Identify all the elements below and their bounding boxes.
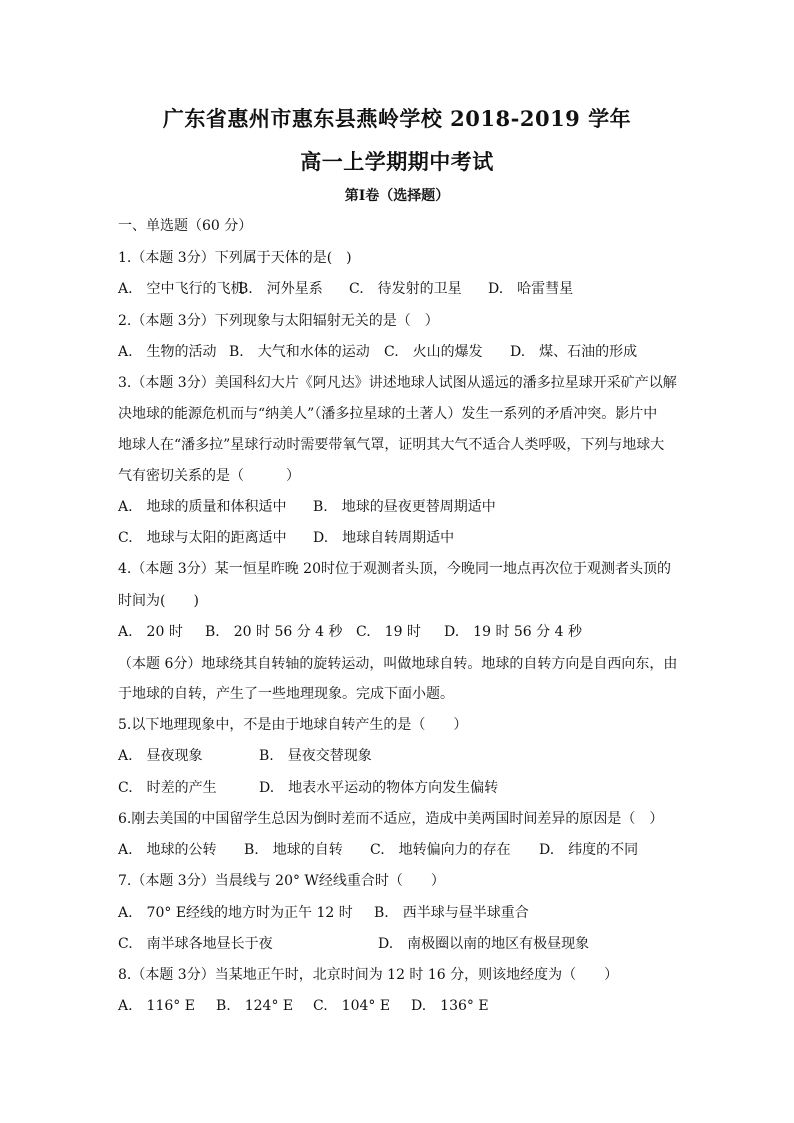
option: C. 时差的产生 [118,780,217,796]
question-options [118,747,372,765]
question-stem: 8.（本题 3分）当某地正午时，北京时间为 12 时 16 分，则该地经度为（ ） [118,967,619,983]
option: A. 昼夜现象 [118,748,203,764]
option: C. 南半球各地昼长于夜 [118,936,273,952]
question-stem: 决地球的能源危机而与“纳美人”（潘多拉星球的土著人）发生一系列的矛盾冲突。影片中 [118,406,658,422]
question-options [118,623,582,641]
option: B. 西半球与昼半球重合 [374,905,529,921]
question-stem: 3.（本题 3分）美国科幻大片《阿凡达》讲述地球人试图从遥远的潘多拉星球开采矿产以解 [118,375,677,391]
option: A. 生物的活动 [118,344,217,360]
material-text: （本题 6分）地球绕其自转轴的旋转运动，叫做地球自转。地球的自转方向是自西向东，由 [118,656,678,672]
option: A. 116° E [118,998,195,1014]
question-stem: 4.（本题 3分）某一恒星昨晚 20时位于观测者头顶，今晚同一地点再次位于观测者头顶的 [118,561,671,577]
option: D. 19 时 56 分 4 秒 [444,624,582,640]
question-options [118,280,573,298]
option: B. 20 时 56 分 4 秒 [205,624,343,640]
option: C. 火山的爆发 [384,344,483,360]
option: B. 地球的昼夜更替周期适中 [313,499,496,515]
option: A. 地球的公转 [118,842,217,858]
option: A. 20 时 [118,624,183,640]
option: B. 124° E [216,998,294,1014]
question-stem: 6.刚去美国的中国留学生总因为倒时差而不适应，造成中美两国时间差异的原因是（ ） [118,811,664,827]
option: D. 地球自转周期适中 [313,530,455,546]
option: C. 待发射的卫星 [349,281,462,297]
question-options [118,498,496,516]
question-stem: 7.（本题 3分）当晨线与 20° W经线重合时（ ） [118,873,445,889]
question-options [118,841,638,859]
question-options [118,529,454,547]
option: C. 地转偏向力的存在 [370,842,511,858]
section-title: 一、单选题（60 分） [118,218,253,234]
question-stem: 2.（本题 3分）下列现象与太阳辐射无关的是（ ） [118,313,439,329]
question-options [118,343,637,361]
question-stem: 气有密切关系的是（ ） [118,468,300,484]
option: D. 煤、石油的形成 [510,344,638,360]
option: A. 空中飞行的飞机 [118,281,245,297]
option: D. 地表水平运动的物体方向发生偏转 [259,780,499,796]
material-text: 于地球的自转，产生了一些地理现象。完成下面小题。 [118,686,454,702]
option: B. 大气和水体的运动 [229,344,370,360]
question-stem: 地球人在“潘多拉”星球行动时需要带氧气罩，证明其大气不适合人类呼吸，下列与地球大 [118,437,665,453]
option: C. 地球与太阳的距离适中 [118,530,287,546]
option: B. 昼夜交替现象 [259,748,372,764]
option: B. 地球的自转 [244,842,343,858]
question-options [118,779,498,797]
option: A. 地球的质量和体积适中 [118,499,287,515]
question-stem: 5.以下地理现象中，不是由于地球自转产生的是（ ） [118,717,468,733]
question-options [118,935,589,953]
volume-title: 第Ⅰ卷（选择题） [344,188,450,204]
question-options [118,997,489,1015]
question-stem: 时间为( ) [118,593,199,609]
option: B. 河外星系 [238,281,323,297]
option: A. 70° E经线的地方时为正午 12 时 [118,905,353,921]
option: D. 136° E [411,998,489,1014]
option: D. 哈雷彗星 [488,281,574,297]
question-stem: 1.（本题 3分）下列属于天体的是( ) [118,250,352,266]
exam-title-line2: 高一上学期期中考试 [300,149,494,174]
exam-title-line1: 广东省惠州市惠东县燕岭学校 2018-2019 学年 [162,106,632,131]
option: C. 19 时 [356,624,421,640]
option: D. 南极圈以南的地区有极昼现象 [378,936,590,952]
option: C. 104° E [313,998,391,1014]
question-options [118,904,529,922]
option: D. 纬度的不同 [539,842,639,858]
